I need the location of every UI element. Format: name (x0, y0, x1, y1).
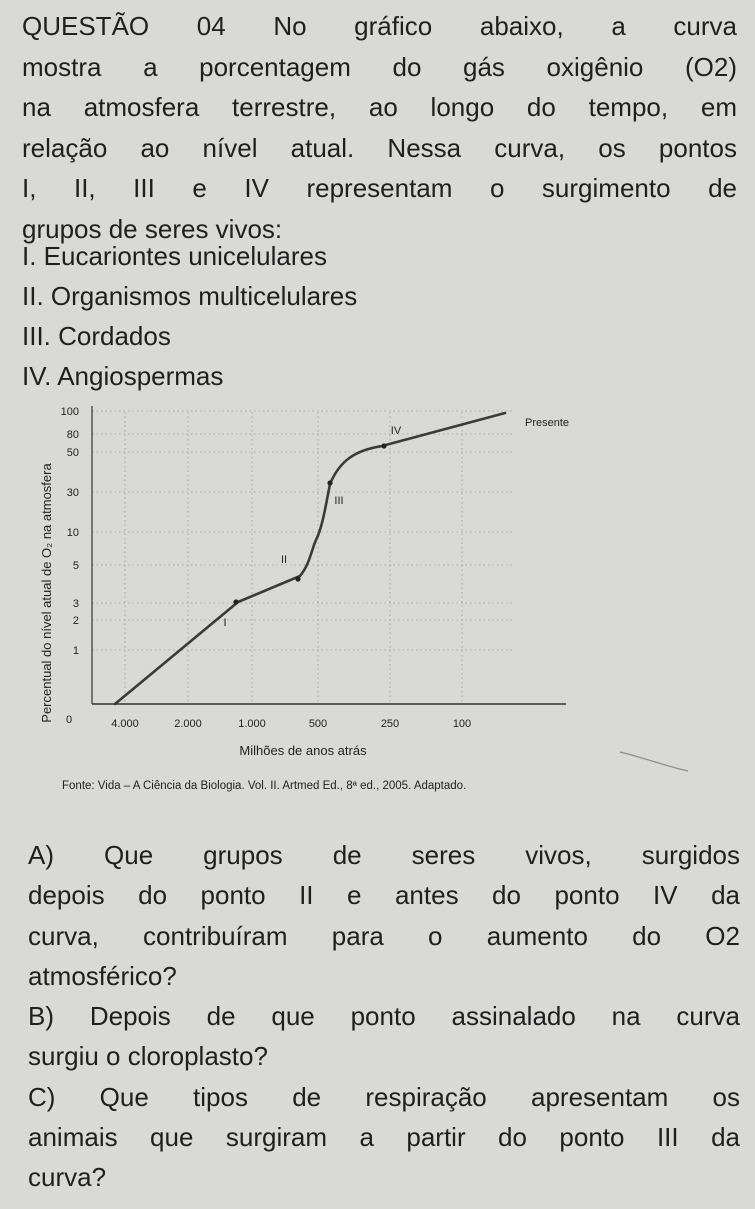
pen-stroke-mark (620, 752, 688, 771)
sub-question-line: surgiu o cloroplasto? (28, 1041, 268, 1072)
x-tick-label: 1.000 (238, 718, 266, 730)
point-marker (381, 443, 386, 448)
x-tick-label: 4.000 (111, 718, 139, 730)
statement-line: I, II, III e IV representam o surgimento de (22, 173, 737, 203)
point-label: I (223, 617, 227, 629)
chart-grid (92, 411, 515, 704)
x-tick-label: 250 (380, 718, 400, 730)
y-tick-label: 10 (66, 527, 79, 539)
x-axis-label: Milhões de anos atrás (239, 743, 367, 758)
group-item: II. Organismos multicelulares (22, 281, 358, 311)
y-tick-label: 100 (60, 406, 79, 418)
oxygen-chart (0, 388, 755, 818)
chart-markers (223, 425, 401, 629)
sub-question-line: A) Que grupos de seres vivos, surgidos (28, 840, 740, 870)
statement-line: mostra a porcentagem do gás oxigênio (O2) (22, 51, 737, 82)
point-label: III (334, 495, 344, 507)
sub-question-line: C) Que tipos de respiração apresentam os (28, 1081, 740, 1112)
sub-question-line: curva, contribuíram para o aumento do O2 (28, 920, 740, 951)
x-tick-label: 500 (308, 718, 328, 730)
y-tick-label: 2 (72, 615, 79, 627)
group-item: IV. Angiospermas (22, 361, 224, 391)
group-item: III. Cordados (22, 321, 171, 351)
y-tick-label: 3 (72, 598, 79, 610)
y-tick-label: 5 (72, 560, 79, 572)
sub-questions (28, 835, 740, 1198)
statement-line: na atmosfera terrestre, ao longo do tempo, em (22, 92, 737, 122)
figure-source: Fonte: Vida – A Ciência da Biologia. Vol. II. Artmed Ed., 8ª ed., 2005. Adaptado. (62, 780, 467, 792)
chart-ticks (61, 406, 569, 730)
chart-axes (92, 406, 566, 704)
statement-line: relação ao nível atual. Nessa curva, os pontos (22, 132, 737, 163)
sub-question-line: depois do ponto II e antes do ponto IV da (28, 880, 740, 911)
chart-svg (0, 388, 755, 818)
y-tick-label: 50 (66, 447, 79, 459)
y-tick-label: 0 (65, 714, 73, 726)
present-label: Presente (524, 417, 570, 429)
point-label: II (280, 554, 288, 566)
point-marker (233, 599, 238, 604)
point-label: IV (390, 425, 402, 437)
statement-line: grupos de seres vivos: (22, 213, 283, 244)
point-marker (295, 576, 300, 581)
chart-series (115, 413, 505, 704)
y-axis-label: Percentual do nível atual de O₂ na atmosfera (39, 463, 54, 723)
sub-question-line: atmosférico? (28, 960, 177, 991)
sub-question-line: B) Depois de que ponto assinalado na curva (28, 1001, 740, 1032)
x-tick-label: 100 (452, 718, 472, 730)
sub-question-line: curva? (28, 1162, 107, 1193)
statement-line: QUESTÃO 04 No gráfico abaixo, a curva (22, 11, 737, 41)
sub-question-line: animais que surgiram a partir do ponto III da (28, 1122, 740, 1153)
o2-curve (115, 413, 505, 704)
y-tick-label: 80 (66, 429, 79, 441)
y-tick-label: 30 (66, 487, 79, 499)
y-tick-label: 1 (72, 645, 79, 657)
group-item: I. Eucariontes unicelulares (22, 241, 327, 271)
point-marker (327, 480, 332, 485)
question-statement (22, 6, 737, 249)
groups-list (22, 236, 357, 396)
x-tick-label: 2.000 (174, 718, 202, 730)
